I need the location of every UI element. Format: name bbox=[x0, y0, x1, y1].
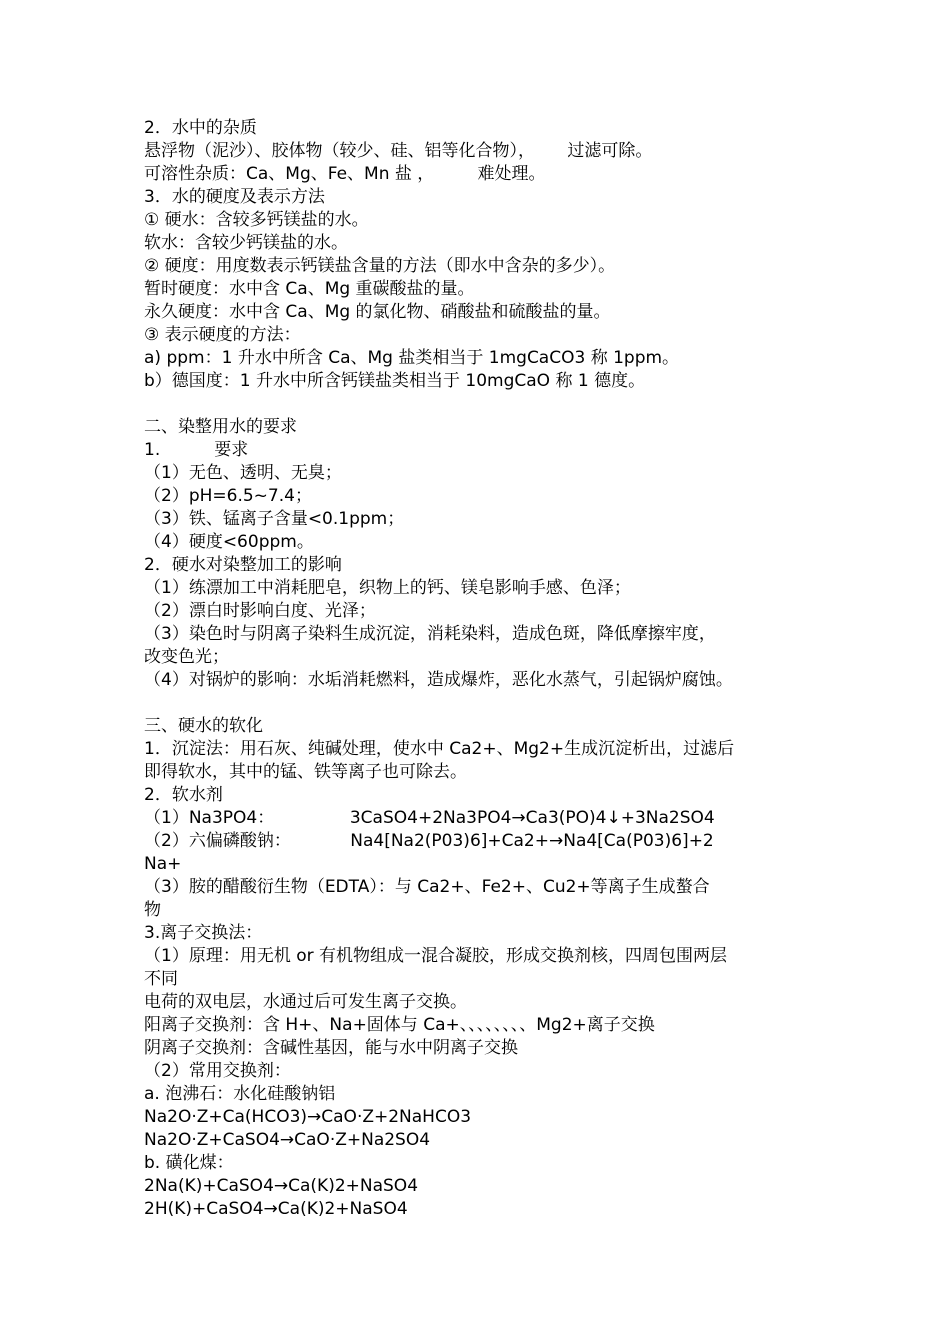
text-line: 阳离子交换剂：含 H+、Na+固体与 Ca+、、、、、、、、Mg2+离子交换 bbox=[144, 1015, 655, 1035]
text-line: ① 硬水：含较多钙镁盐的水。 bbox=[144, 210, 369, 230]
text-line: 悬浮物（泥沙）、胶体物（较少、硅、铝等化合物）， 过滤可除。 bbox=[144, 141, 653, 161]
text-line: 3．水的硬度及表示方法 bbox=[144, 187, 325, 207]
section-heading: 三、硬水的软化 bbox=[144, 716, 263, 736]
text-line: 可溶性杂质：Ca、Mg、Fe、Mn 盐 ， 难处理。 bbox=[144, 164, 546, 184]
text-line: （3）铁、锰离子含量<0.1ppm； bbox=[144, 509, 405, 529]
text-line: 改变色光； bbox=[144, 647, 229, 667]
blank-line bbox=[144, 393, 824, 416]
text-line: a) ppm：1 升水中所含 Ca、Mg 盐类相当于 1mgCaCO3 称 1ppm。 bbox=[144, 348, 680, 368]
text-line: （1）无色、透明、无臭； bbox=[144, 463, 342, 483]
text-line: a. 泡沸石：水化硅酸钠铝 bbox=[144, 1084, 336, 1104]
text-line: Na+ bbox=[144, 854, 182, 874]
text-line: b）德国度：1 升水中所含钙镁盐类相当于 10mgCaO 称 1 德度。 bbox=[144, 371, 646, 391]
text-line: （3）胺的醋酸衍生物（EDTA）：与 Ca2+、Fe2+、Cu2+等离子生成螯合 bbox=[144, 877, 710, 897]
text-line: ③ 表示硬度的方法： bbox=[144, 325, 301, 345]
text-line: （4）对锅炉的影响：水垢消耗燃料，造成爆炸，恶化水蒸气，引起锅炉腐蚀。 bbox=[144, 670, 733, 690]
text-line: 1. 要求 bbox=[144, 440, 249, 460]
text-line: （2）六偏磷酸钠： Na4[Na2(P03)6]+Ca2+→Na4[Ca(P03)6]+2 bbox=[144, 831, 714, 851]
text-line: （2）pH=6.5~7.4； bbox=[144, 486, 312, 506]
text-line: （1）练漂加工中消耗肥皂，织物上的钙、镁皂影响手感、色泽； bbox=[144, 578, 631, 598]
text-line: ② 硬度：用度数表示钙镁盐含量的方法（即水中含杂的多少）。 bbox=[144, 256, 616, 276]
text-line: 3.离子交换法： bbox=[144, 923, 263, 943]
section-heading: 二、染整用水的要求 bbox=[144, 417, 297, 437]
text-line: 阴离子交换剂：含碱性基因，能与水中阴离子交换 bbox=[144, 1038, 518, 1058]
document-page bbox=[144, 117, 824, 1221]
text-line: Na2O·Z+CaSO4→CaO·Z+Na2SO4 bbox=[144, 1130, 431, 1150]
text-line: b. 磺化煤： bbox=[144, 1153, 234, 1173]
text-line: 软水：含较少钙镁盐的水。 bbox=[144, 233, 348, 253]
text-line: 即得软水，其中的锰、铁等离子也可除去。 bbox=[144, 762, 467, 782]
text-line: 不同 bbox=[144, 969, 178, 989]
text-line: 物 bbox=[144, 900, 161, 920]
blank-line bbox=[144, 692, 824, 715]
text-line: 2H(K)+CaSO4→Ca(K)2+NaSO4 bbox=[144, 1199, 408, 1219]
text-line: （1）原理：用无机 or 有机物组成一混合凝胶，形成交换剂核，四周包围两层 bbox=[144, 946, 728, 966]
text-line: 暂时硬度：水中含 Ca、Mg 重碳酸盐的量。 bbox=[144, 279, 475, 299]
text-line: 永久硬度：水中含 Ca、Mg 的氯化物、硝酸盐和硫酸盐的量。 bbox=[144, 302, 611, 322]
text-line: （2）常用交换剂： bbox=[144, 1061, 291, 1081]
text-line: 电荷的双电层，水通过后可发生离子交换。 bbox=[144, 992, 467, 1012]
text-line: 2．硬水对染整加工的影响 bbox=[144, 555, 342, 575]
text-line: （3）染色时与阴离子染料生成沉淀，消耗染料，造成色斑，降低摩擦牢度， bbox=[144, 624, 716, 644]
text-line: 2Na(K)+CaSO4→Ca(K)2+NaSO4 bbox=[144, 1176, 419, 1196]
text-line: Na2O·Z+Ca(HCO3)→CaO·Z+2NaHCO3 bbox=[144, 1107, 472, 1127]
text-line: 2．软水剂 bbox=[144, 785, 223, 805]
text-line: 2．水中的杂质 bbox=[144, 118, 257, 138]
text-line: 1．沉淀法：用石灰、纯碱处理，使水中 Ca2+、Mg2+生成沉淀析出，过滤后 bbox=[144, 739, 735, 759]
text-line: （4）硬度<60ppm。 bbox=[144, 532, 314, 552]
text-line: （2）漂白时影响白度、光泽； bbox=[144, 601, 376, 621]
text-line: （1）Na3PO4： 3CaSO4+2Na3PO4→Ca3(PO)4↓+3Na2SO4 bbox=[144, 808, 715, 828]
